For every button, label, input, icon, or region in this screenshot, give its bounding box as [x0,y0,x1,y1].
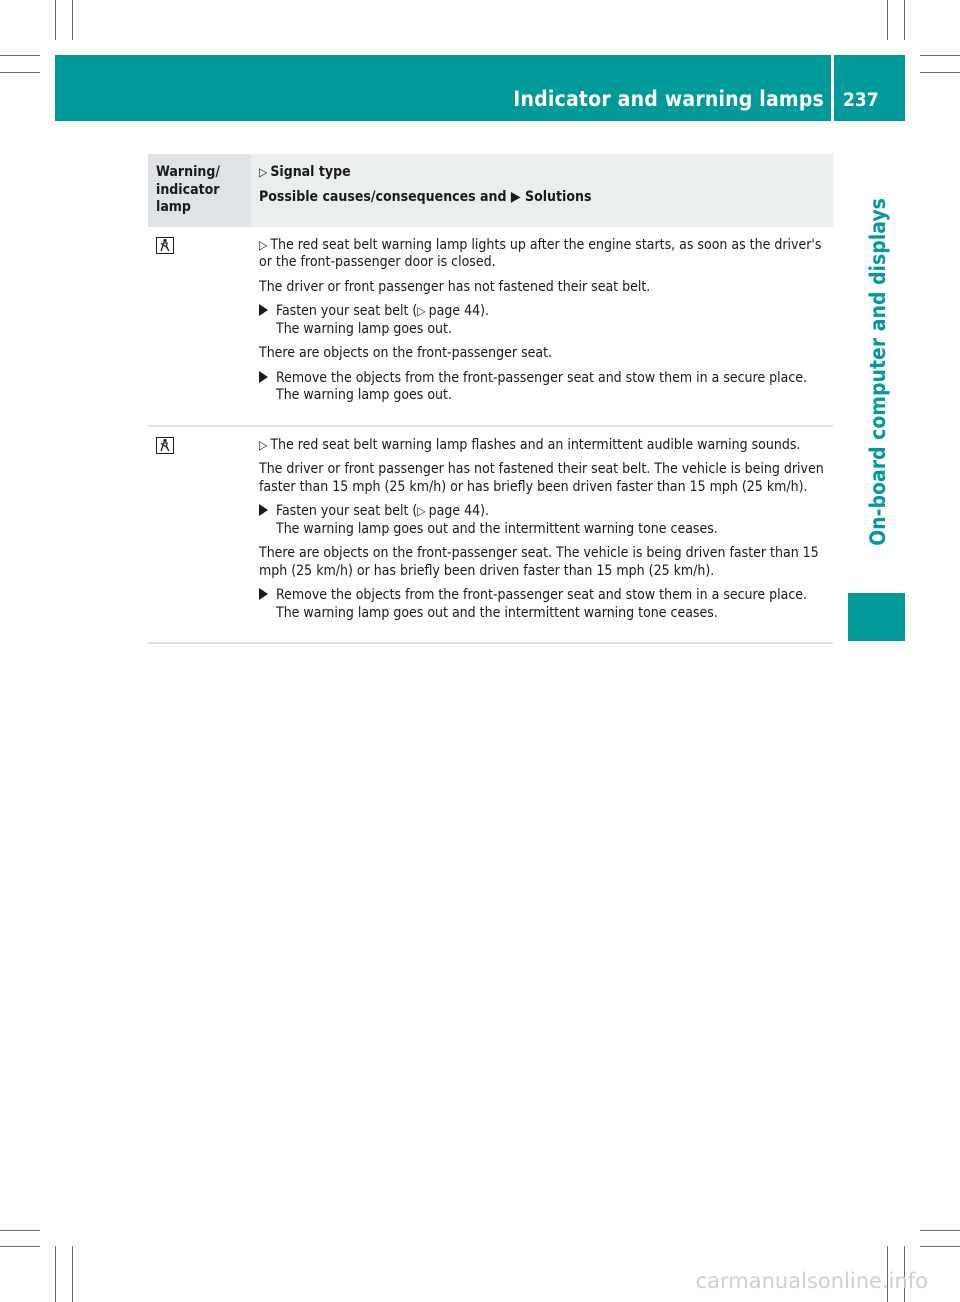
side-tab-label: On-board computer and displays [866,198,890,546]
cause-text: The driver or front passenger has not fastened their seat belt. The vehicle is being driven faster than 15 mph (25 km/h) or has briefly been driven faster than 15 mph (25 km/h). [259,461,824,495]
solution-arrow-icon: ▶ [510,188,521,205]
table-header-row [148,154,833,227]
warning-lamp-table [148,154,833,644]
step-result: The warning lamp goes out and the intermittent warning tone ceases. [276,520,718,537]
page-reference-link[interactable]: page 44). [428,503,490,519]
cause-text: There are objects on the front-passenger seat. The vehicle is being driven faster than 15 mph (25 km/h) or has briefly been driven faster than 15 mph (25 km/h). [259,545,819,579]
signal-triangle-icon: ▷ [259,437,268,452]
crop-mark [0,55,40,56]
crop-mark [0,1230,40,1231]
crop-mark [72,1246,73,1302]
causes-label: Possible causes/consequences and [259,188,507,205]
watermark: carmanualsonline.info [695,1269,928,1293]
side-tab-marker [848,593,905,641]
lamp-cell [148,227,251,426]
cause-text: There are objects on the front-passenger seat. [259,345,553,361]
page-ref-icon: ▷ [417,304,426,318]
step-text: Fasten your seat belt ( [276,503,418,519]
step-result: The warning lamp goes out. [276,387,452,403]
column-header-signal [251,154,833,227]
step-arrow-icon [259,588,268,600]
crop-mark [920,55,960,56]
step-arrow-icon [259,371,268,383]
signal-cell [251,227,833,426]
step-text: Fasten your seat belt ( [276,303,418,319]
solution-step [259,587,825,622]
step-result: The warning lamp goes out and the intermittent warning tone ceases. [276,604,718,621]
signal-type-label: Signal type [270,164,351,180]
crop-mark [55,1246,56,1302]
step-arrow-icon [259,504,268,516]
solution-step [259,303,825,338]
crop-mark [0,72,40,73]
crop-mark [0,1246,40,1247]
page-title: Indicator and warning lamps [513,87,824,111]
step-text: Remove the objects from the front-passenger seat and stow them in a secure place. [276,587,808,603]
lamp-cell [148,426,251,644]
seat-belt-icon [156,437,174,454]
signal-triangle-icon: ▷ [259,237,268,252]
crop-mark [920,1246,960,1247]
step-text: Remove the objects from the front-passenger seat and stow them in a secure place. [276,369,808,386]
table-row [148,227,833,426]
signal-text: The red seat belt warning lamp lights up after the engine starts, as soon as the driver's or the front-passenger door is closed. [259,236,822,270]
page-number: 237 [843,89,879,111]
crop-mark [920,1230,960,1231]
step-result: The warning lamp goes out. [276,320,452,337]
signal-text: The red seat belt warning lamp flashes and an intermittent audible warning sounds. [270,436,801,453]
crop-mark [887,0,888,40]
step-arrow-icon [259,304,268,316]
column-header-lamp: Warning/ indicator lamp [148,154,251,227]
crop-mark [72,0,73,40]
header-separator [831,55,834,121]
table-row [148,426,833,644]
solution-step [259,503,825,538]
signal-triangle-icon: ▷ [259,165,268,179]
solution-step [259,370,825,405]
page-reference-link[interactable]: page 44). [428,303,490,319]
crop-mark [920,72,960,73]
cause-text: The driver or front passenger has not fastened their seat belt. [259,278,651,295]
page-ref-icon: ▷ [417,504,426,518]
seat-belt-icon [156,237,174,254]
solutions-label: Solutions [525,188,592,205]
signal-cell [251,426,833,644]
crop-mark [55,0,56,40]
crop-mark [904,0,905,40]
